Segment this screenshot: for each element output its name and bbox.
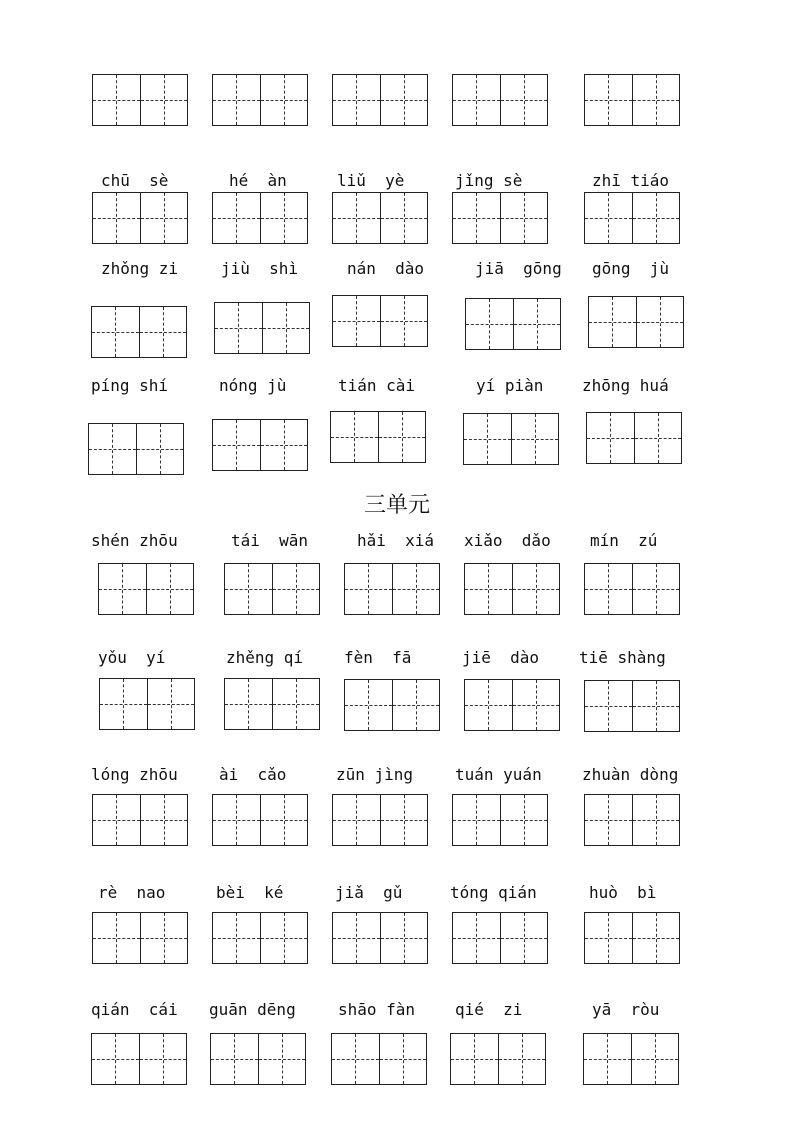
tianzige-box[interactable]	[463, 413, 559, 465]
writing-cell[interactable]	[587, 413, 634, 463]
guide-line-horizontal	[261, 938, 308, 939]
tianzige-box[interactable]	[332, 295, 428, 347]
writing-cell[interactable]	[272, 679, 320, 729]
tianzige-box[interactable]	[584, 912, 680, 964]
writing-cell[interactable]	[500, 193, 548, 243]
guide-line-horizontal	[584, 1059, 631, 1060]
tianzige-box[interactable]	[450, 1033, 546, 1085]
guide-line-horizontal	[213, 820, 260, 821]
writing-cell[interactable]	[585, 75, 632, 125]
tianzige-box[interactable]	[92, 912, 188, 964]
pinyin-label: shén zhōu	[91, 531, 178, 550]
writing-cell[interactable]	[331, 412, 378, 462]
writing-cell[interactable]	[464, 414, 511, 464]
guide-line-horizontal	[333, 321, 380, 322]
tianzige-box[interactable]	[465, 298, 561, 350]
writing-cell[interactable]	[632, 795, 680, 845]
pinyin-label: liǔ yè	[337, 171, 405, 190]
tianzige-box[interactable]	[452, 912, 548, 964]
writing-cell[interactable]	[632, 75, 680, 125]
guide-line-horizontal	[513, 589, 560, 590]
tianzige-box[interactable]	[98, 563, 194, 615]
guide-line-horizontal	[147, 589, 194, 590]
tianzige-box[interactable]	[331, 1033, 427, 1085]
tianzige-box[interactable]	[224, 678, 320, 730]
writing-cell[interactable]	[453, 795, 500, 845]
writing-cell[interactable]	[333, 795, 380, 845]
guide-line-horizontal	[465, 589, 512, 590]
writing-cell[interactable]	[380, 75, 428, 125]
guide-line-horizontal	[345, 589, 392, 590]
writing-cell[interactable]	[453, 193, 500, 243]
writing-cell[interactable]	[465, 564, 512, 614]
writing-cell[interactable]	[260, 193, 308, 243]
pinyin-label: zhī tiáo	[592, 171, 670, 190]
writing-cell[interactable]	[632, 681, 680, 731]
guide-line-horizontal	[141, 218, 188, 219]
guide-line-horizontal	[464, 439, 511, 440]
guide-line-horizontal	[333, 100, 380, 101]
tianzige-box[interactable]	[452, 192, 548, 244]
guide-line-horizontal	[93, 100, 140, 101]
writing-cell[interactable]	[147, 679, 195, 729]
guide-line-horizontal	[225, 589, 272, 590]
pinyin-label: zhōng huá	[582, 376, 669, 395]
writing-cell[interactable]	[631, 1034, 679, 1084]
writing-cell[interactable]	[512, 680, 560, 730]
tianzige-box[interactable]	[584, 563, 680, 615]
pinyin-label: tián cài	[338, 376, 416, 395]
tianzige-box[interactable]	[212, 419, 308, 471]
guide-line-horizontal	[92, 1059, 139, 1060]
tianzige-box[interactable]	[332, 74, 428, 126]
pinyin-label: yí piàn	[476, 376, 544, 395]
writing-cell[interactable]	[589, 297, 636, 347]
guide-line-horizontal	[381, 321, 428, 322]
guide-line-horizontal	[273, 704, 320, 705]
writing-cell[interactable]	[332, 1034, 379, 1084]
guide-line-horizontal	[633, 938, 680, 939]
guide-line-horizontal	[453, 820, 500, 821]
writing-cell[interactable]	[89, 424, 136, 474]
writing-cell[interactable]	[260, 795, 308, 845]
pinyin-label: ài cǎo	[219, 765, 287, 784]
tianzige-box[interactable]	[452, 74, 548, 126]
writing-cell[interactable]	[93, 193, 140, 243]
guide-line-horizontal	[585, 100, 632, 101]
guide-line-horizontal	[213, 218, 260, 219]
writing-cell[interactable]	[333, 75, 380, 125]
pinyin-label: guān dēng	[209, 1000, 296, 1019]
guide-line-horizontal	[333, 938, 380, 939]
tianzige-box[interactable]	[88, 423, 184, 475]
guide-line-horizontal	[259, 1059, 306, 1060]
guide-line-horizontal	[589, 322, 636, 323]
pinyin-label: jiā gōng	[475, 259, 562, 278]
tianzige-box[interactable]	[584, 794, 680, 846]
pinyin-label: zūn jìng	[336, 765, 414, 784]
tianzige-box[interactable]	[464, 679, 560, 731]
guide-line-horizontal	[148, 704, 195, 705]
guide-line-horizontal	[215, 328, 262, 329]
guide-line-horizontal	[635, 438, 682, 439]
writing-cell[interactable]	[453, 913, 500, 963]
writing-cell[interactable]	[136, 424, 184, 474]
pinyin-label: gōng jù	[592, 259, 670, 278]
guide-line-horizontal	[632, 1059, 679, 1060]
writing-cell[interactable]	[512, 564, 560, 614]
writing-cell[interactable]	[333, 913, 380, 963]
writing-cell[interactable]	[378, 412, 426, 462]
tianzige-box[interactable]	[91, 306, 187, 358]
guide-line-horizontal	[263, 328, 310, 329]
writing-cell[interactable]	[225, 679, 272, 729]
pinyin-label: hé àn	[229, 171, 287, 190]
writing-cell[interactable]	[632, 913, 680, 963]
tianzige-box[interactable]	[584, 680, 680, 732]
writing-cell[interactable]	[260, 75, 308, 125]
pinyin-label: tái wān	[231, 531, 309, 550]
guide-line-horizontal	[633, 820, 680, 821]
guide-line-horizontal	[213, 938, 260, 939]
section-heading: 三单元	[363, 493, 430, 518]
writing-cell[interactable]	[260, 913, 308, 963]
tianzige-box[interactable]	[584, 192, 680, 244]
guide-line-horizontal	[213, 100, 260, 101]
pinyin-label: nóng jù	[219, 376, 287, 395]
guide-line-horizontal	[633, 589, 680, 590]
guide-line-horizontal	[380, 1059, 427, 1060]
pinyin-label: tuán yuán	[455, 765, 542, 784]
tianzige-box[interactable]	[224, 563, 320, 615]
guide-line-horizontal	[633, 706, 680, 707]
writing-cell[interactable]	[511, 414, 559, 464]
guide-line-horizontal	[141, 938, 188, 939]
pinyin-label: tóng qián	[450, 883, 537, 902]
writing-cell[interactable]	[585, 681, 632, 731]
guide-line-horizontal	[393, 589, 440, 590]
writing-cell[interactable]	[380, 795, 428, 845]
writing-cell[interactable]	[213, 913, 260, 963]
tianzige-box[interactable]	[584, 74, 680, 126]
guide-line-horizontal	[225, 704, 272, 705]
guide-line-horizontal	[381, 938, 428, 939]
pinyin-label: jiǎ gǔ	[335, 883, 403, 902]
guide-line-horizontal	[466, 324, 513, 325]
guide-line-horizontal	[93, 820, 140, 821]
guide-line-horizontal	[93, 938, 140, 939]
tianzige-box[interactable]	[332, 794, 428, 846]
guide-line-horizontal	[451, 1059, 498, 1060]
guide-line-horizontal	[585, 706, 632, 707]
guide-line-horizontal	[332, 1059, 379, 1060]
tianzige-box[interactable]	[92, 192, 188, 244]
writing-cell[interactable]	[213, 193, 260, 243]
pinyin-label: píng shí	[91, 376, 169, 395]
pinyin-label: xiǎo dǎo	[464, 531, 551, 550]
guide-line-horizontal	[345, 705, 392, 706]
tianzige-box[interactable]	[212, 192, 308, 244]
writing-cell[interactable]	[632, 193, 680, 243]
guide-line-horizontal	[89, 449, 136, 450]
pinyin-label: shāo fàn	[338, 1000, 416, 1019]
tianzige-box[interactable]	[452, 794, 548, 846]
writing-cell[interactable]	[634, 413, 682, 463]
writing-cell[interactable]	[93, 75, 140, 125]
pinyin-label: chū sè	[101, 171, 169, 190]
guide-line-horizontal	[333, 218, 380, 219]
tianzige-box[interactable]	[588, 296, 684, 348]
writing-cell[interactable]	[211, 1034, 258, 1084]
writing-cell[interactable]	[213, 795, 260, 845]
writing-cell[interactable]	[380, 913, 428, 963]
writing-cell[interactable]	[380, 193, 428, 243]
writing-cell[interactable]	[258, 1034, 306, 1084]
writing-cell[interactable]	[453, 75, 500, 125]
guide-line-horizontal	[585, 820, 632, 821]
pinyin-label: qié zi	[455, 1000, 523, 1019]
tianzige-box[interactable]	[212, 74, 308, 126]
writing-cell[interactable]	[451, 1034, 498, 1084]
tianzige-box[interactable]	[583, 1033, 679, 1085]
tianzige-box[interactable]	[330, 411, 426, 463]
writing-cell[interactable]	[345, 680, 392, 730]
guide-line-horizontal	[633, 218, 680, 219]
writing-cell[interactable]	[140, 75, 188, 125]
writing-cell[interactable]	[333, 193, 380, 243]
pinyin-label: lóng zhōu	[91, 765, 178, 784]
writing-cell[interactable]	[262, 303, 310, 353]
guide-line-horizontal	[93, 218, 140, 219]
writing-cell[interactable]	[92, 1034, 139, 1084]
guide-line-horizontal	[261, 218, 308, 219]
writing-cell[interactable]	[260, 420, 308, 470]
guide-line-horizontal	[141, 820, 188, 821]
pinyin-label: yā ròu	[592, 1000, 660, 1019]
writing-cell[interactable]	[272, 564, 320, 614]
tianzige-box[interactable]	[464, 563, 560, 615]
writing-cell[interactable]	[636, 297, 684, 347]
tianzige-box[interactable]	[214, 302, 310, 354]
guide-line-horizontal	[261, 445, 308, 446]
guide-line-horizontal	[513, 705, 560, 706]
guide-line-horizontal	[381, 100, 428, 101]
writing-cell[interactable]	[99, 564, 146, 614]
guide-line-horizontal	[501, 820, 548, 821]
guide-line-horizontal	[453, 938, 500, 939]
guide-line-horizontal	[137, 449, 184, 450]
guide-line-horizontal	[465, 705, 512, 706]
guide-line-horizontal	[333, 820, 380, 821]
tianzige-box[interactable]	[91, 1033, 187, 1085]
tianzige-box[interactable]	[92, 74, 188, 126]
tianzige-box[interactable]	[586, 412, 682, 464]
writing-cell[interactable]	[93, 913, 140, 963]
guide-line-horizontal	[261, 820, 308, 821]
writing-cell[interactable]	[93, 795, 140, 845]
guide-line-horizontal	[261, 100, 308, 101]
writing-cell[interactable]	[215, 303, 262, 353]
tianzige-box[interactable]	[344, 563, 440, 615]
writing-cell[interactable]	[225, 564, 272, 614]
pinyin-label: qián cái	[91, 1000, 178, 1019]
guide-line-horizontal	[501, 218, 548, 219]
guide-line-horizontal	[512, 439, 559, 440]
guide-line-horizontal	[381, 218, 428, 219]
pinyin-label: mín zú	[590, 531, 658, 550]
pinyin-label: zhǒng zi	[101, 259, 179, 278]
guide-line-horizontal	[379, 437, 426, 438]
writing-cell[interactable]	[345, 564, 392, 614]
writing-cell[interactable]	[100, 679, 147, 729]
writing-cell[interactable]	[92, 307, 139, 357]
writing-cell[interactable]	[585, 564, 632, 614]
writing-cell[interactable]	[500, 795, 548, 845]
guide-line-horizontal	[453, 100, 500, 101]
guide-line-horizontal	[140, 1059, 187, 1060]
guide-line-horizontal	[100, 704, 147, 705]
writing-cell[interactable]	[146, 564, 194, 614]
guide-line-horizontal	[501, 100, 548, 101]
guide-line-horizontal	[637, 322, 684, 323]
guide-line-horizontal	[585, 938, 632, 939]
pinyin-label: huò bì	[589, 883, 657, 902]
tianzige-box[interactable]	[332, 192, 428, 244]
pinyin-label: jiù shì	[221, 259, 299, 278]
pinyin-label: fèn fā	[344, 648, 412, 667]
writing-cell[interactable]	[139, 307, 187, 357]
tianzige-box[interactable]	[212, 794, 308, 846]
pinyin-label: zhuàn dòng	[582, 765, 679, 784]
guide-line-horizontal	[393, 705, 440, 706]
guide-line-horizontal	[585, 218, 632, 219]
guide-line-horizontal	[585, 589, 632, 590]
tianzige-box[interactable]	[210, 1033, 306, 1085]
writing-cell[interactable]	[333, 296, 380, 346]
tianzige-box[interactable]	[92, 794, 188, 846]
guide-line-horizontal	[92, 332, 139, 333]
pinyin-label: zhěng qí	[226, 648, 304, 667]
writing-cell[interactable]	[632, 564, 680, 614]
writing-cell[interactable]	[465, 680, 512, 730]
writing-cell[interactable]	[392, 564, 440, 614]
guide-line-horizontal	[141, 100, 188, 101]
guide-line-horizontal	[99, 589, 146, 590]
tianzige-box[interactable]	[332, 912, 428, 964]
tianzige-box[interactable]	[99, 678, 195, 730]
writing-cell[interactable]	[213, 75, 260, 125]
writing-cell[interactable]	[585, 795, 632, 845]
guide-line-horizontal	[331, 437, 378, 438]
writing-cell[interactable]	[380, 296, 428, 346]
writing-cell[interactable]	[466, 299, 513, 349]
guide-line-horizontal	[453, 218, 500, 219]
writing-cell[interactable]	[139, 1034, 187, 1084]
guide-line-horizontal	[381, 820, 428, 821]
guide-line-horizontal	[501, 938, 548, 939]
guide-line-horizontal	[633, 100, 680, 101]
guide-line-horizontal	[499, 1059, 546, 1060]
guide-line-horizontal	[273, 589, 320, 590]
pinyin-label: tiē shàng	[579, 648, 666, 667]
guide-line-horizontal	[587, 438, 634, 439]
writing-cell[interactable]	[500, 913, 548, 963]
writing-cell[interactable]	[213, 420, 260, 470]
pinyin-label: nán dào	[347, 259, 425, 278]
pinyin-label: yǒu yí	[98, 648, 166, 667]
pinyin-label: jǐng sè	[455, 171, 523, 190]
writing-cell[interactable]	[500, 75, 548, 125]
tianzige-box[interactable]	[212, 912, 308, 964]
writing-cell[interactable]	[379, 1034, 427, 1084]
writing-cell[interactable]	[513, 299, 561, 349]
guide-line-horizontal	[211, 1059, 258, 1060]
guide-line-horizontal	[213, 445, 260, 446]
tianzige-box[interactable]	[344, 679, 440, 731]
writing-cell[interactable]	[140, 193, 188, 243]
writing-cell[interactable]	[392, 680, 440, 730]
writing-cell[interactable]	[498, 1034, 546, 1084]
writing-cell[interactable]	[140, 795, 188, 845]
pinyin-label: rè nao	[98, 883, 166, 902]
pinyin-label: jiē dào	[462, 648, 540, 667]
guide-line-horizontal	[140, 332, 187, 333]
writing-cell[interactable]	[585, 193, 632, 243]
pinyin-label: hǎi xiá	[357, 531, 435, 550]
pinyin-label: bèi ké	[216, 883, 284, 902]
writing-cell[interactable]	[585, 913, 632, 963]
guide-line-horizontal	[514, 324, 561, 325]
writing-cell[interactable]	[140, 913, 188, 963]
writing-cell[interactable]	[584, 1034, 631, 1084]
